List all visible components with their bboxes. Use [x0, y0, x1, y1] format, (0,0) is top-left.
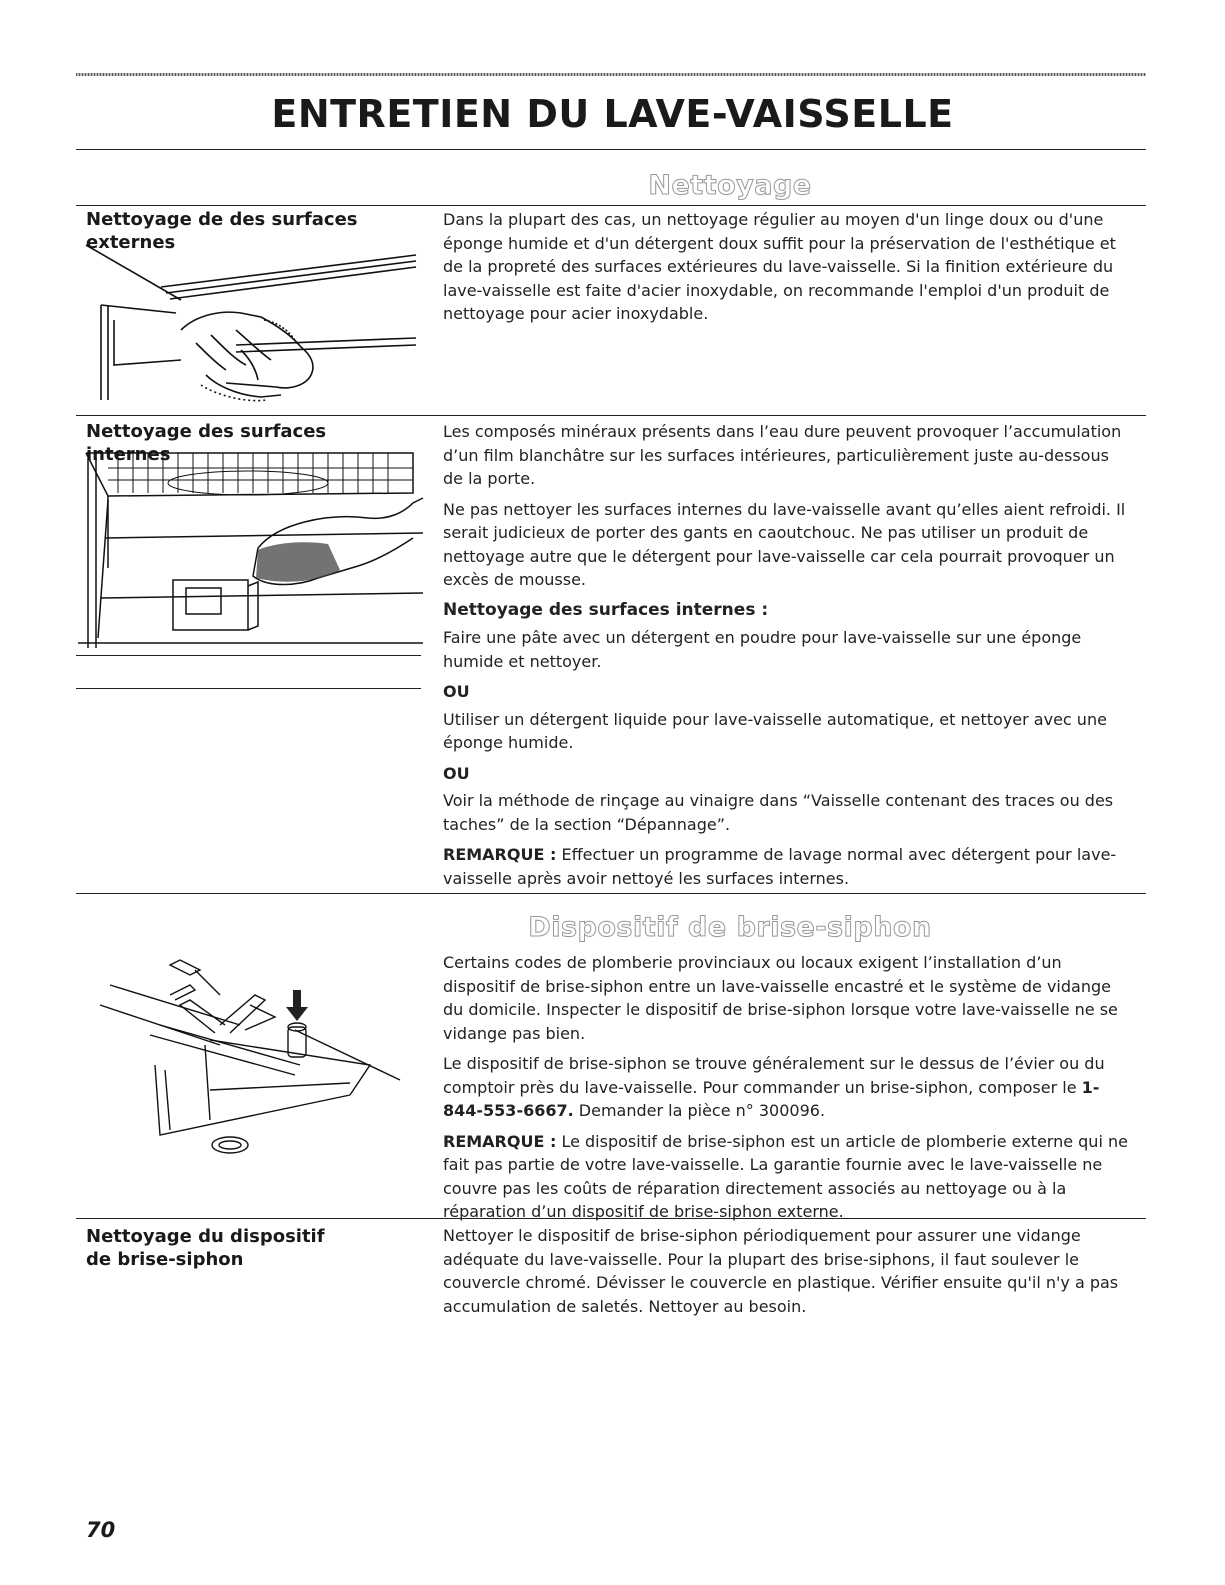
title-divider: [76, 149, 1146, 150]
remark-text: Effectuer un programme de lavage normal avec détergent pour lave-vaisselle après avoir nettoyé les surfaces internes.: [443, 845, 1117, 888]
externes-text-block: [443, 208, 1133, 333]
internes-paragraph-4: Utiliser un détergent liquide pour lave-vaisselle automatique, et nettoyer avec une éponge humide.: [443, 709, 1107, 752]
externes-divider: [76, 415, 1146, 416]
internes-label: Nettoyage des surfaces internes: [86, 421, 327, 465]
internes-paragraph-3: Faire une pâte avec un détergent en poudre pour lave-vaisselle sur une éponge humide et nettoyer.: [443, 628, 1082, 671]
section-divider: [76, 893, 1146, 894]
brise-siphon-text-block: [443, 951, 1133, 1231]
page-title: ENTRETIEN DU LAVE-VAISSELLE: [271, 92, 954, 136]
exterior-cleaning-illustration: [86, 235, 426, 415]
header-dotted-rule: [76, 73, 1146, 76]
or-label-1: OU: [443, 682, 470, 701]
p2-start: Le dispositif de brise-siphon se trouve généralement sur le dessus de l’évier ou du comptoir près du lave-vaisselle. Pour commander un brise-siphon, composer le: [443, 1054, 1105, 1097]
illustration-divider-1: [76, 655, 421, 656]
internes-subheading: Nettoyage des surfaces internes :: [443, 599, 769, 620]
illustration-divider-2: [76, 688, 421, 689]
interior-cleaning-illustration: [78, 448, 428, 653]
brise-siphon-cleaning-block: [443, 1224, 1133, 1325]
brise-siphon-paragraph-2: [443, 1052, 1133, 1123]
internes-text-block: [443, 420, 1133, 897]
remark-label: REMARQUE :: [443, 845, 557, 864]
externes-label: Nettoyage de des surfaces externes: [86, 209, 358, 253]
phone-number: 1-844-553-6667.: [443, 1077, 1100, 1120]
brise-siphon-cleaning-text: Nettoyer le dispositif de brise-siphon périodiquement pour assurer une vidange adéquate du lave-vaisselle. Pour la plupart des brise-siphons, il faut soulever le couvercle chromé. Dévisser le couvercle en plastique. Vérifier ensuite qu'il n'y a pas accumulation de saletés. Nettoyer au besoin.: [443, 1226, 1119, 1316]
brise-siphon-remark: [443, 1130, 1133, 1224]
brise-siphon-paragraph-1: Certains codes de plomberie provinciaux ou locaux exigent l’installation d’un dispositif de brise-siphon entre un lave-vaisselle encastré et le système de vidange du domicile. Inspecter le dispositif de brise-siphon lorsque votre lave-vaisselle ne se vidange pas bien.: [443, 953, 1118, 1043]
externes-paragraph: Dans la plupart des cas, un nettoyage régulier au moyen d'un linge doux ou d'une éponge humide et d'un détergent doux suffit pour la préservation de l'esthétique et de la propreté des surfaces extérieures du lave-vaisselle. Si la finition extérieure du lave-vaisselle est faite d'acier inoxydable, on recommande l'emploi d'un produit de nettoyage pour acier inoxydable.: [443, 210, 1116, 323]
page-number: 70: [86, 1518, 116, 1542]
section-heading-brise-siphon: Dispositif de brise-siphon: [528, 912, 932, 943]
section-heading-nettoyage: Nettoyage: [648, 170, 812, 201]
p2-end: Demander la pièce n° 300096.: [573, 1101, 826, 1120]
remark-label: REMARQUE :: [443, 1131, 557, 1151]
brise-siphon-cleaning-label: Nettoyage du dispositif de brise-siphon: [86, 1226, 325, 1270]
brise-siphon-divider: [76, 1218, 1146, 1219]
internes-paragraph-2: Ne pas nettoyer les surfaces internes du lave-vaisselle avant qu’elles aient refroidi. Il serait judicieux de porter des gants en caoutchouc. Ne pas utiliser un produit de nettoyage autre que le détergent pour lave-vaisselle car cela pourrait provoquer un excès de mousse.: [443, 499, 1126, 589]
air-gap-sink-illustration: [100, 955, 400, 1170]
nettoyage-divider: [76, 205, 1146, 206]
remark-text: Le dispositif de brise-siphon est un article de plomberie externe qui ne fait pas partie de votre lave-vaisselle. La garantie fournie avec le lave-vaisselle ne couvre pas les coûts de réparation directement associés au nettoyage ou à la réparation d’un dispositif de brise-siphon externe.: [443, 1131, 1128, 1221]
or-label-2: OU: [443, 763, 470, 783]
internes-remark: [443, 843, 1133, 890]
internes-paragraph-1: Les composés minéraux présents dans l’eau dure peuvent provoquer l’accumulation d’un film blanchâtre sur les surfaces intérieures, particulièrement juste au-dessous de la porte.: [443, 422, 1122, 488]
internes-paragraph-5: Voir la méthode de rinçage au vinaigre dans “Vaisselle contenant des traces ou des taches” de la section “Dépannage”.: [443, 791, 1114, 834]
